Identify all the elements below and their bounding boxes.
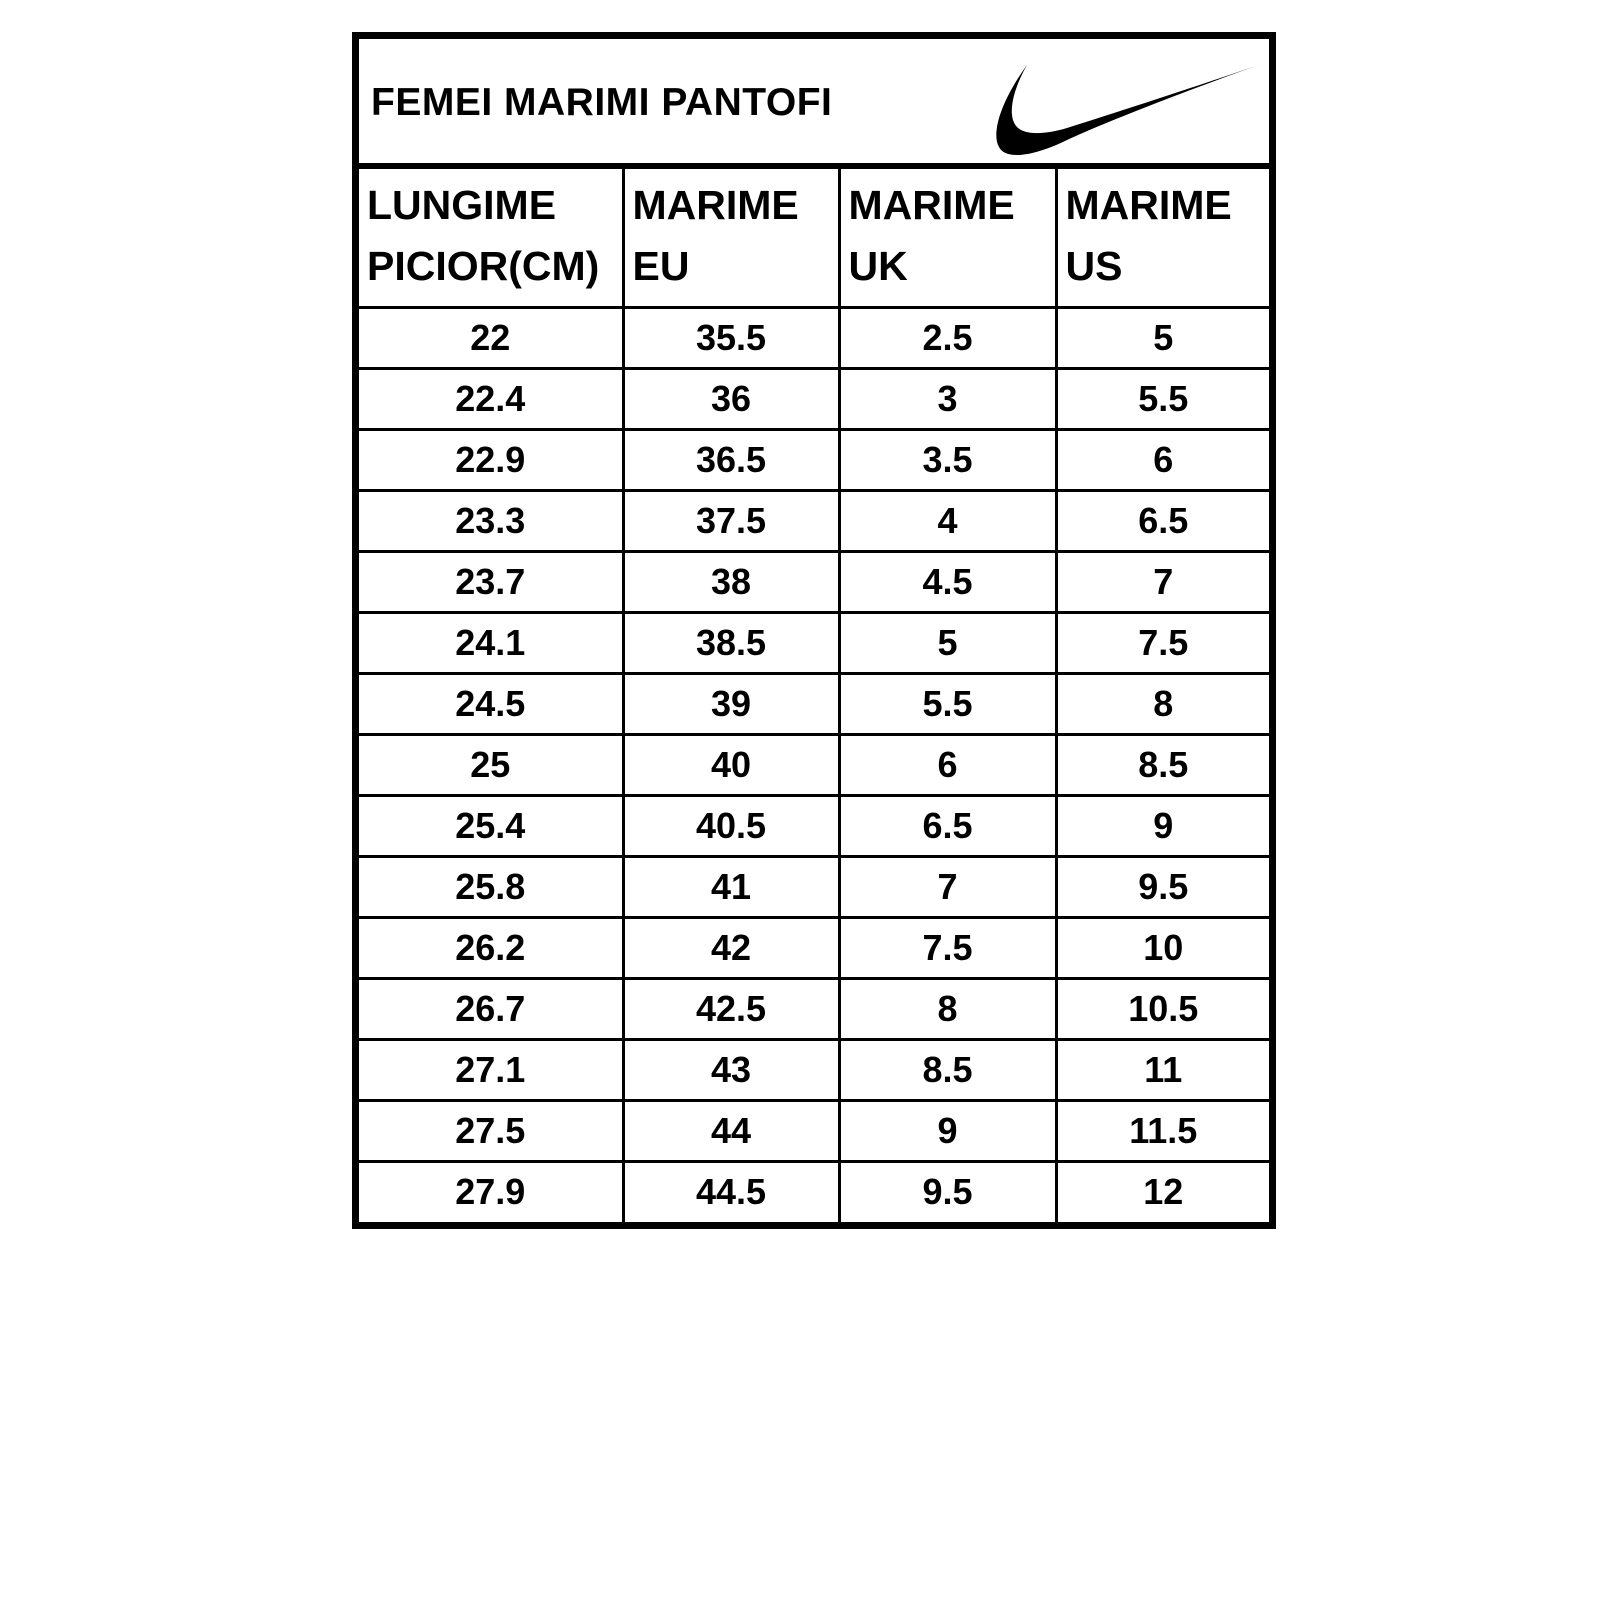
cell-foot-length: 25.8 — [359, 856, 623, 917]
cell-size-eu: 38.5 — [623, 612, 839, 673]
cell-size-eu: 43 — [623, 1039, 839, 1100]
table-row — [359, 734, 1269, 795]
cell-size-uk: 4 — [839, 490, 1056, 551]
cell-size-uk: 8.5 — [839, 1039, 1056, 1100]
table-row — [359, 917, 1269, 978]
table-row — [359, 429, 1269, 490]
title-bar — [359, 39, 1269, 169]
cell-size-us: 10.5 — [1056, 978, 1269, 1039]
cell-foot-length: 22.9 — [359, 429, 623, 490]
cell-size-us: 7.5 — [1056, 612, 1269, 673]
header-size-eu: MARIME EU — [623, 169, 839, 307]
cell-foot-length: 25 — [359, 734, 623, 795]
cell-size-eu: 42.5 — [623, 978, 839, 1039]
cell-size-uk: 8 — [839, 978, 1056, 1039]
table-row — [359, 673, 1269, 734]
cell-size-uk: 5.5 — [839, 673, 1056, 734]
cell-size-eu: 38 — [623, 551, 839, 612]
cell-size-us: 5.5 — [1056, 368, 1269, 429]
table-row — [359, 978, 1269, 1039]
cell-size-eu: 40 — [623, 734, 839, 795]
table-row — [359, 490, 1269, 551]
cell-size-us: 10 — [1056, 917, 1269, 978]
cell-size-eu: 36.5 — [623, 429, 839, 490]
cell-size-eu: 35.5 — [623, 307, 839, 368]
cell-size-eu: 44.5 — [623, 1161, 839, 1222]
cell-size-uk: 6.5 — [839, 795, 1056, 856]
cell-size-us: 6 — [1056, 429, 1269, 490]
cell-foot-length: 24.1 — [359, 612, 623, 673]
cell-size-eu: 41 — [623, 856, 839, 917]
cell-size-uk: 6 — [839, 734, 1056, 795]
cell-size-us: 6.5 — [1056, 490, 1269, 551]
size-rows — [359, 307, 1269, 1222]
cell-size-uk: 5 — [839, 612, 1056, 673]
table-row — [359, 856, 1269, 917]
cell-size-us: 12 — [1143, 1171, 1184, 1213]
cell-size-eu: 42 — [623, 917, 839, 978]
table-row — [359, 1039, 1269, 1100]
cell-foot-length: 22.4 — [359, 368, 623, 429]
cell-size-us: 7 — [1056, 551, 1269, 612]
cell-size-uk: 7.5 — [839, 917, 1056, 978]
cell-size-us: 11 — [1056, 1039, 1269, 1100]
table-row — [359, 795, 1269, 856]
cell-foot-length: 24.5 — [359, 673, 623, 734]
size-chart — [352, 32, 1276, 1229]
cell-size-us: 8 — [1056, 673, 1269, 734]
size-table — [359, 169, 1269, 1222]
cell-size-eu: 40.5 — [623, 795, 839, 856]
header-size-uk: MARIME UK — [839, 169, 1056, 307]
cell-size-us: 11.5 — [1056, 1100, 1269, 1161]
cell-foot-length: 25.4 — [359, 795, 623, 856]
cell-foot-length: 26.2 — [359, 917, 623, 978]
cell-size-us: 9.5 — [1056, 856, 1269, 917]
cell-size-eu: 37.5 — [623, 490, 839, 551]
cell-foot-length: 23.3 — [359, 490, 623, 551]
cell-size-eu: 39 — [623, 673, 839, 734]
header-row — [359, 169, 1269, 307]
cell-size-uk: 2.5 — [839, 307, 1056, 368]
header-size-us: MARIME US — [1056, 169, 1269, 307]
cell-foot-length: 26.7 — [359, 978, 623, 1039]
cell-size-uk: 9 — [839, 1100, 1056, 1161]
cell-foot-length: 27.1 — [359, 1039, 623, 1100]
cell-size-uk: 3 — [839, 368, 1056, 429]
cell-size-eu: 44 — [623, 1100, 839, 1161]
table-row — [359, 368, 1269, 429]
cell-foot-length: 23.7 — [359, 551, 623, 612]
cell-size-uk: 9.5 — [839, 1161, 1056, 1222]
table-row — [359, 307, 1269, 368]
swoosh-logo-icon — [987, 59, 1267, 159]
table-row — [359, 551, 1269, 612]
table-row — [359, 1161, 1269, 1222]
cell-size-uk: 3.5 — [839, 429, 1056, 490]
chart-title: FEMEI MARIMI PANTOFI — [371, 81, 833, 124]
header-foot-length: LUNGIME PICIOR(CM) — [359, 169, 623, 307]
cell-foot-length: 27.5 — [359, 1100, 623, 1161]
table-row — [359, 612, 1269, 673]
cell-foot-length: 27.9 — [359, 1161, 623, 1222]
cell-size-uk: 7 — [839, 856, 1056, 917]
cell-foot-length: 22 — [359, 307, 623, 368]
cell-size-us: 5 — [1056, 307, 1269, 368]
cell-size-us: 8.5 — [1056, 734, 1269, 795]
cell-size-eu: 36 — [623, 368, 839, 429]
table-row — [359, 1100, 1269, 1161]
cell-size-us: 9 — [1056, 795, 1269, 856]
cell-size-uk: 4.5 — [839, 551, 1056, 612]
